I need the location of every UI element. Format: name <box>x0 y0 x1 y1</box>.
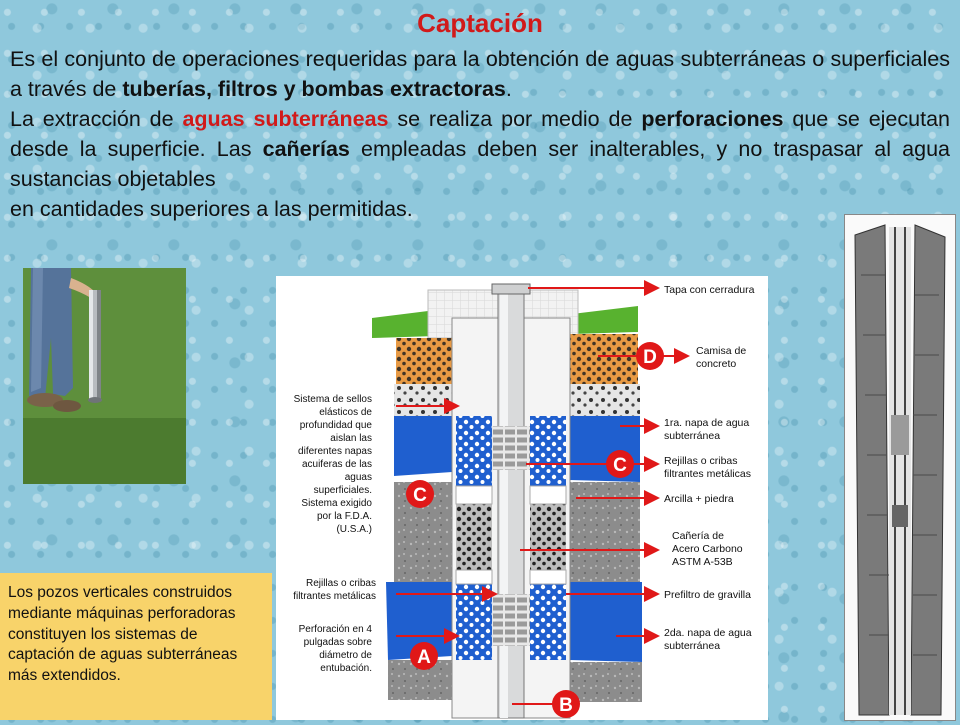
svg-text:A: A <box>417 647 431 668</box>
svg-text:C: C <box>613 455 627 476</box>
label-caneria-1: Cañería de <box>672 530 724 542</box>
label-rejillas-1: Rejillas o cribas <box>664 455 738 467</box>
label-rejillas-2: filtrantes metálicas <box>664 468 751 480</box>
label-sellos-3: aislan las <box>330 433 372 444</box>
label-caneria-2: Acero Carbono <box>672 543 743 555</box>
label-camisa-2: concreto <box>696 358 737 370</box>
label-sellos-7: superficiales. <box>313 485 372 496</box>
well-photo-drawing <box>23 268 186 484</box>
p2-bold-1: perforaciones <box>641 107 784 131</box>
label-sellos-0: Sistema de sellos <box>293 394 372 405</box>
label-arcilla: Arcilla + piedra <box>664 493 734 505</box>
well-photo <box>23 268 186 484</box>
label-caneria-3: ASTM A-53B <box>672 556 733 568</box>
p1-text-a: Es el conjunto de operaciones requeridas para la obtención de aguas subterráneas o superficiales a través de <box>10 47 950 101</box>
label-sellos-9: por la F.D.A. <box>316 511 372 522</box>
well-casing <box>452 284 570 718</box>
label-sellos-6: aguas <box>344 472 372 483</box>
photo-caption: Los pozos verticales construidos mediante máquinas perforadoras constituyen los sistemas de captación de aguas subterráneas más extendidos. <box>0 573 272 720</box>
p2-bold-2: cañerías <box>262 137 350 161</box>
p2-text-d: empleadas deben ser inalterables, y no traspasar al agua sustancias objetables <box>10 137 950 191</box>
label-rejillas-left-0: Rejillas o cribas <box>305 578 376 589</box>
label-perforacion-3: entubación. <box>320 663 372 674</box>
label-tapa: Tapa con cerradura <box>664 284 755 296</box>
label-sellos-10: (U.S.A.) <box>336 524 372 535</box>
label-rejillas-left-1: filtrantes metálicas <box>293 591 376 602</box>
svg-text:B: B <box>559 695 573 716</box>
label-prefiltro: Prefiltro de gravilla <box>664 589 751 601</box>
p2-text-a: La extracción de <box>10 107 183 131</box>
p2-text-b: se realiza por medio de <box>388 107 642 131</box>
label-sellos-2: profundidad que <box>299 420 372 431</box>
label-napa1-2: subterránea <box>664 430 721 442</box>
label-sellos-4: diferentes napas <box>298 446 372 457</box>
marker-c-right <box>606 450 634 478</box>
paragraph-1 <box>10 44 950 104</box>
label-perforacion-0: Perforación en 4 <box>298 624 372 635</box>
paragraph-3: en cantidades superiores a las permitidas. <box>10 197 413 221</box>
svg-text:D: D <box>643 347 657 368</box>
label-sellos-5: acuiferas de las <box>301 459 372 470</box>
well-shaft-drawing <box>845 215 955 720</box>
label-perforacion-2: diámetro de <box>319 650 372 661</box>
svg-text:C: C <box>413 485 427 506</box>
label-perforacion-1: pulgadas sobre <box>303 637 372 648</box>
label-napa2-2: subterránea <box>664 640 721 652</box>
marker-a <box>410 642 438 670</box>
p1-bold: tuberías, filtros y bombas extractoras <box>122 77 506 101</box>
label-sellos-8: Sistema exigido <box>301 498 372 509</box>
label-camisa-1: Camisa de <box>696 345 747 357</box>
slide-body <box>10 44 950 224</box>
label-napa1-1: 1ra. napa de agua <box>664 417 750 429</box>
paragraph-2 <box>10 104 950 194</box>
p2-text-c: que se ejecutan desde la superficie. Las <box>10 107 950 161</box>
marker-c-left <box>406 480 434 508</box>
label-sellos-1: elásticos de <box>319 407 372 418</box>
well-shaft-illustration <box>844 214 956 721</box>
well-diagram <box>276 276 768 720</box>
marker-d <box>636 342 664 370</box>
slide-title: Captación <box>417 8 543 38</box>
label-napa2-1: 2da. napa de agua <box>664 627 752 639</box>
p2-red: aguas subterráneas <box>182 107 389 131</box>
p1-text-b: . <box>505 77 512 101</box>
